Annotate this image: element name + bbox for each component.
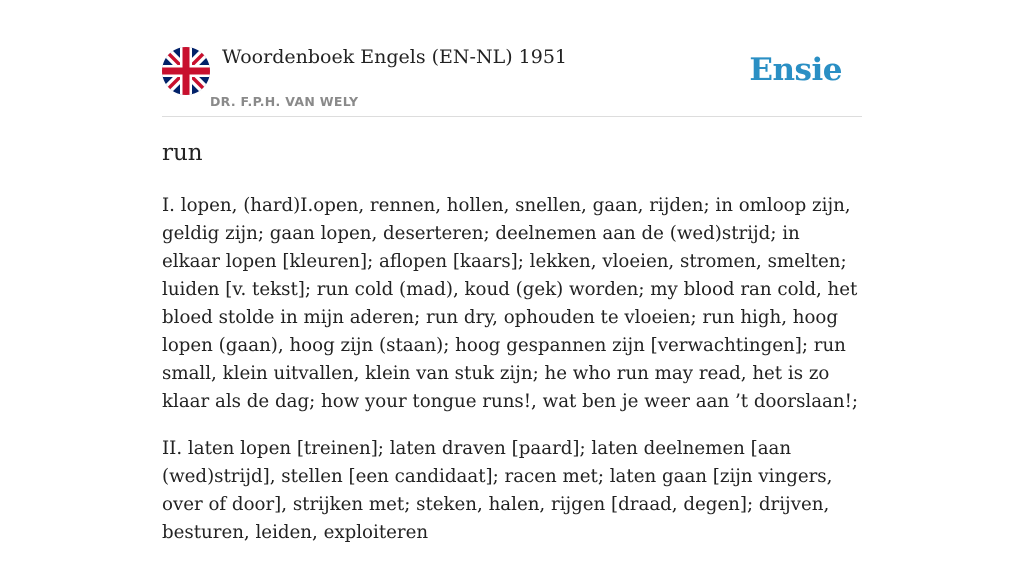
- dictionary-header: [162, 46, 862, 117]
- ensie-logo-link[interactable]: Ensie: [749, 52, 842, 88]
- uk-flag-icon[interactable]: [162, 47, 210, 95]
- entry-headword: run: [162, 140, 203, 166]
- dictionary-title-link[interactable]: Woordenboek Engels (EN-NL) 1951: [222, 46, 567, 68]
- entry-definitions: [162, 192, 862, 566]
- definition-paragraph-2: II. laten lopen [treinen]; laten draven [paard]; laten deelnemen [aan (wed)strijd], stellen [een candidaat]; racen met; laten gaan [zijn vingers, over of door], strijken met; steken, halen, rijgen [draad, degen]; drijven, besturen, leiden, exploiteren: [162, 438, 833, 543]
- definition-paragraph-1: I. lopen, (hard)I.open, rennen, hollen, snellen, gaan, rijden; in omloop zijn, geldig zijn; gaan lopen, deserteren; deelnemen aan de (wed)strijd; in elkaar lopen [kleuren]; aflopen [kaars]; lekken, vloeien, stromen, smelten; luiden [v. tekst]; run cold (mad), koud (gek) worden; my blood ran cold, het bloed stolde in mijn aderen; run dry, ophouden te vloeien; run high, hoog lopen (gaan), hoog zijn (staan); hoog gespannen zijn [verwachtingen]; run small, klein uitvallen, klein van stuk zijn; he who run may read, het is zo klaar als de dag; how your tongue runs!, wat ben je weer aan ’t doorslaan!;: [162, 195, 859, 412]
- dictionary-author: DR. F.P.H. VAN WELY: [210, 94, 359, 109]
